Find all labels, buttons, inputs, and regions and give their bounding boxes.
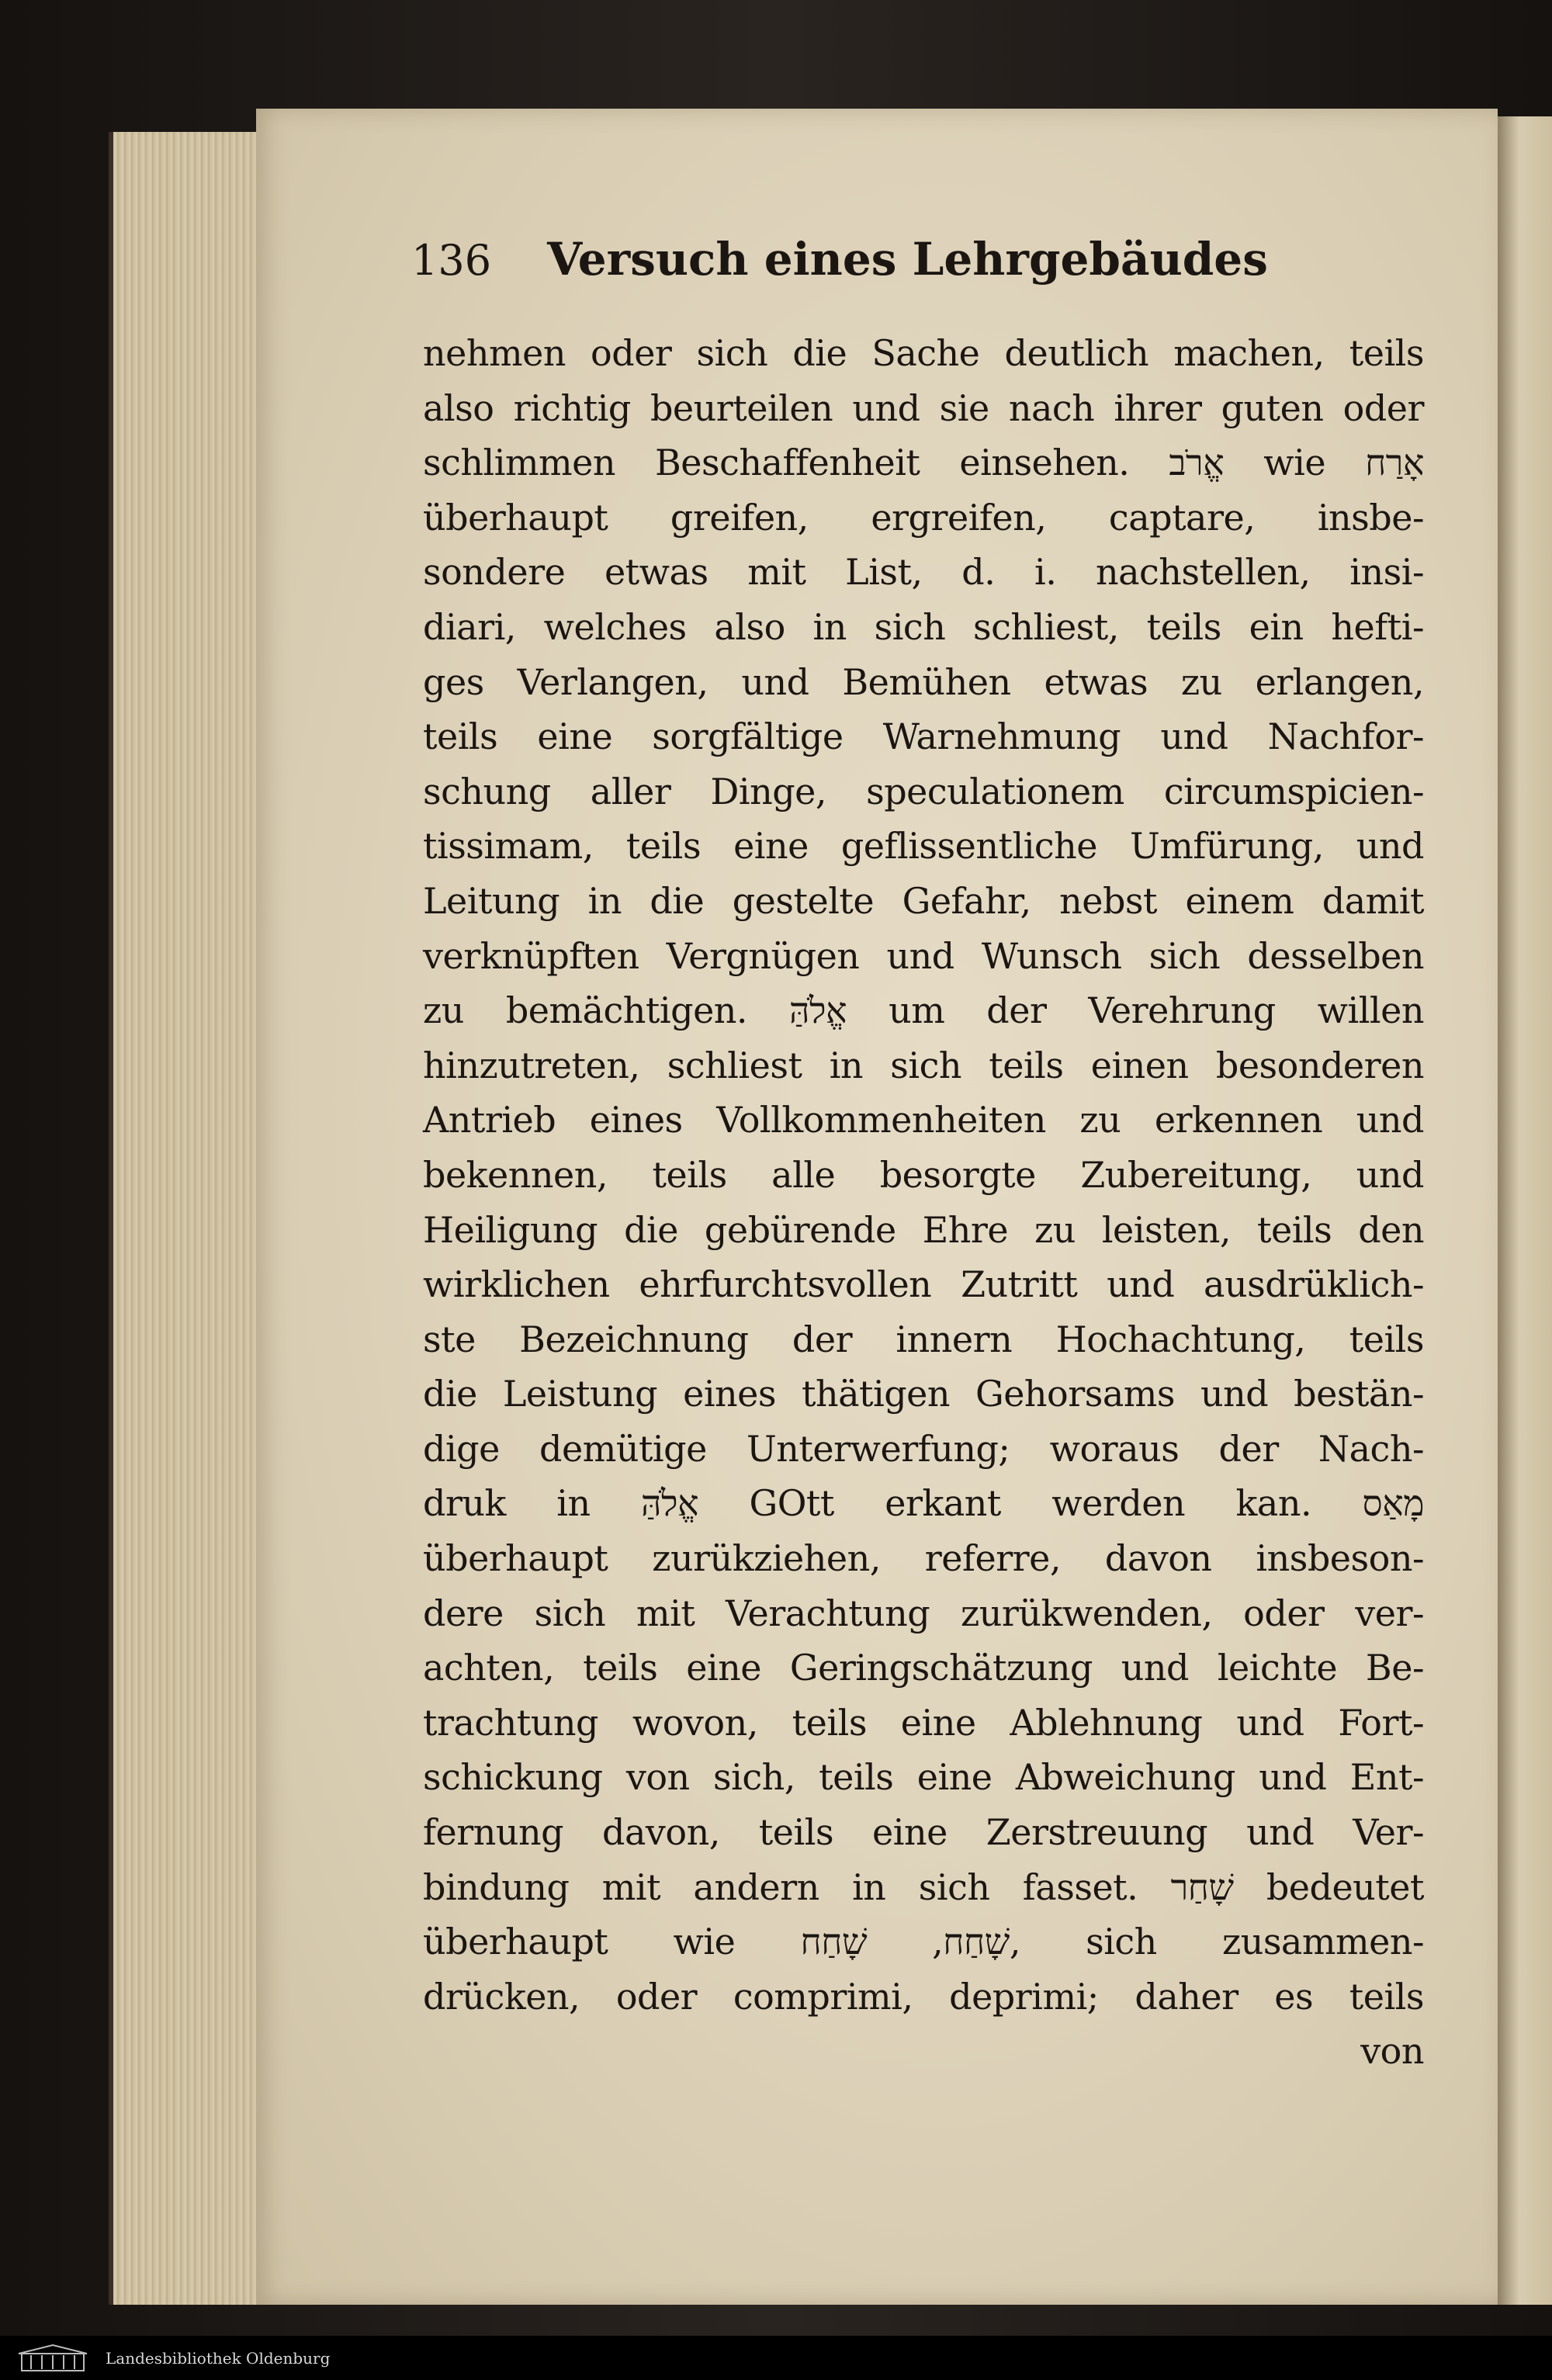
text-line: hinzutreten, schliest in sich teils einen besonderen	[423, 1044, 1424, 1086]
text-line: ste Bezeichnung der innern Hochachtung, teils	[423, 1318, 1424, 1360]
text-line: fernung davon, teils eine Zerstreuung und Ver-	[423, 1811, 1424, 1854]
catchword: von	[1360, 2030, 1424, 2073]
text-line: Leitung in die gestelte Gefahr, nebst einem damit	[423, 879, 1424, 922]
text-line: überhaupt zurükziehen, referre, davon insbeson-	[423, 1537, 1424, 1580]
text-line: wirklichen ehrfurchtsvollen Zutritt und ausdrüklich-	[423, 1263, 1424, 1306]
body-text	[423, 326, 1424, 2079]
text-line: trachtung wovon, teils eine Ablehnung und Fort-	[423, 1701, 1424, 1744]
text-line: Antrieb eines Vollkommenheiten zu erkennen und	[423, 1099, 1424, 1141]
text-line: tissimam, teils eine geflissentliche Umfürung, und	[423, 825, 1424, 868]
running-title: Versuch eines Lehrgebäudes	[547, 233, 1268, 286]
text-line: also richtig beurteilen und sie nach ihrer guten oder	[423, 386, 1424, 429]
text-line: drücken, oder comprimi, deprimi; daher es teils	[423, 1975, 1424, 2018]
page-number: 136	[411, 236, 492, 285]
library-building-icon	[14, 2343, 92, 2374]
text-line: bindung mit andern in sich fasset. שָׁחַר bedeutet	[423, 1866, 1425, 1908]
footer-bar	[0, 2336, 1552, 2380]
text-line: teils eine sorgfältige Warnehmung und Nachfor-	[423, 715, 1424, 758]
text-line: nehmen oder sich die Sache deutlich machen, teils	[423, 332, 1424, 374]
library-attribution: Landesbibliothek Oldenburg	[106, 2348, 331, 2368]
text-line: achten, teils eine Geringschätzung und leichte Be-	[423, 1647, 1424, 1689]
text-line: dige demütige Unterwerfung; woraus der Nach-	[423, 1427, 1424, 1470]
text-line: überhaupt wie שָׁחַח, שָׁחַח, sich zusammen-	[423, 1921, 1424, 1963]
text-line: schickung von sich, teils eine Abweichung und Ent-	[423, 1756, 1424, 1799]
text-line: diari, welches also in sich schliest, teils ein hefti-	[423, 605, 1424, 648]
text-line: schlimmen Beschaffenheit einsehen. אֱרֹב wie אָרַח	[423, 442, 1424, 484]
text-line: überhaupt greifen, ergreifen, captare, insbe-	[423, 496, 1424, 539]
text-line: Heiligung die gebürende Ehre zu leisten, teils den	[423, 1208, 1424, 1251]
text-line: dere sich mit Verachtung zurükwenden, oder ver-	[423, 1592, 1424, 1634]
page-header	[411, 233, 1420, 295]
text-line: zu bemächtigen. אֱלֹהַּ um der Verehrung willen	[423, 989, 1424, 1032]
text-line: druk in אֱלֹהַּ GOtt erkant werden kan. מָאַס	[423, 1482, 1424, 1525]
text-line: sondere etwas mit List, d. i. nachstellen, insi-	[423, 551, 1424, 594]
text-line: die Leistung eines thätigen Gehorsams und bestän-	[423, 1373, 1424, 1415]
text-line: schung aller Dinge, speculationem circumspicien-	[423, 770, 1424, 812]
text-line: ges Verlangen, und Bemühen etwas zu erlangen,	[423, 660, 1424, 703]
facing-page-edge	[1498, 116, 1552, 2305]
text-line: verknüpften Vergnügen und Wunsch sich desselben	[423, 934, 1424, 977]
book-page-edges	[109, 132, 276, 2305]
text-line: bekennen, teils alle besorgte Zubereitung, und	[423, 1153, 1424, 1196]
